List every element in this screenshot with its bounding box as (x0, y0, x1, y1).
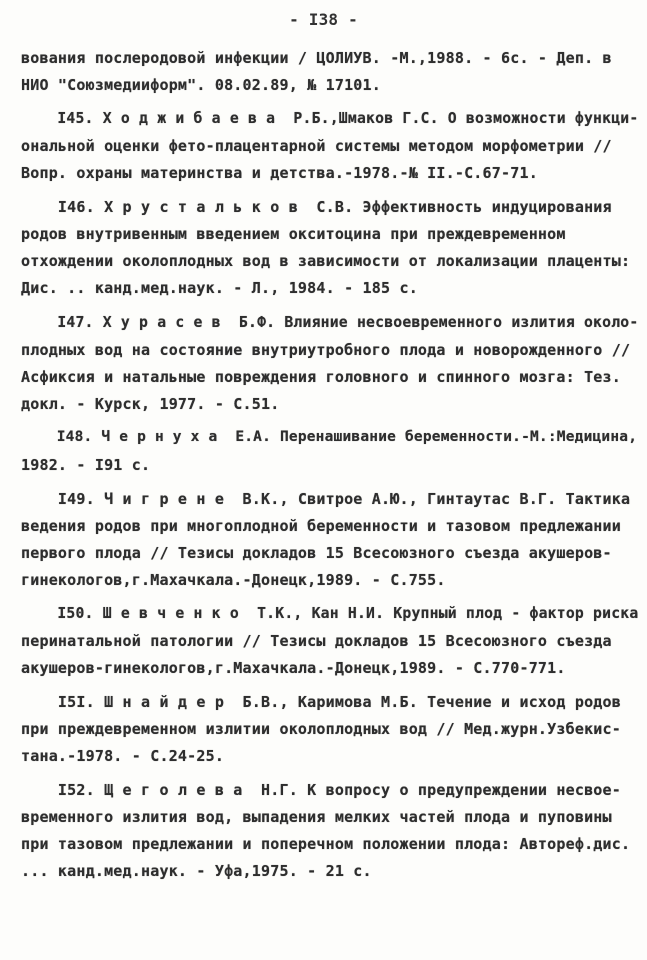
text-line: I49. Ч и г р е н е В.К., Свитрое А.Ю., Гинтаутас В.Г. Тактика (21, 490, 631, 508)
page-number: - I38 - (289, 10, 358, 29)
text-line: при преждевременном излитии околоплодных вод // Мед.журн.Узбекис- (21, 720, 621, 738)
text-line: I46. Х р у с т а л ь к о в С.В. Эффективность индуцирования (21, 198, 612, 216)
text-line: временного излития вод, выпадения мелких частей плода и пуповины (21, 808, 612, 826)
text-line: Дис. .. канд.мед.наук. - Л., 1984. - 185 с. (21, 279, 418, 297)
text-line: гинекологов,г.Махачкала.-Донецк,1989. - С.755. (21, 571, 446, 589)
text-line: докл. - Курск, 1977. - С.51. (21, 395, 280, 413)
text-line: НИО "Союзмедииформ". 08.02.89, № 17101. (21, 76, 381, 94)
text-line: I5I. Ш н а й д е р Б.В., Каримова М.Б. Течение и исход родов (21, 693, 621, 711)
text-line: Вопр. охраны материнства и детства.-1978.-№ II.-С.67-71. (21, 164, 538, 182)
text-line: Асфиксия и натальные повреждения головного и спинного мозга: Тез. (21, 368, 621, 386)
text-line: родов внутривенным введением окситоцина при преждевременном (21, 225, 566, 243)
text-line: при тазовом предлежании и поперечном положении плода: Автореф.дис. (21, 835, 631, 853)
text-line: I50. Ш е в ч е н к о Т.К., Кан Н.И. Крупный плод - фактор риска (21, 605, 639, 622)
text-line: акушеров-гинекологов,г.Махачкала.-Донецк,1989. - С.770-771. (21, 659, 566, 677)
text-line: I52. Щ е г о л е в а Н.Г. К вопросу о предупреждении несвое- (21, 781, 621, 799)
text-line: 1982. - I91 с. (21, 456, 151, 474)
text-line: перинатальной патологии // Тезисы докладов 15 Всесоюзного съезда (21, 632, 612, 650)
text-line: вования послеродовой инфекции / ЦОЛИУВ. -М.,1988. - 6с. - Деп. в (21, 49, 612, 67)
text-line: I47. Х у р а с е в Б.Ф. Влияние несвоевременного излития около- (21, 314, 639, 331)
text-line: первого плода // Тезисы докладов 15 Всесоюзного съезда акушеров- (21, 544, 612, 562)
text-line: отхождении околоплодных вод в зависимости от локализации плаценты: (21, 252, 631, 270)
text-line: ональной оценки фето-плацентарной системы методом морфометрии // (21, 137, 612, 155)
text-line: I45. Х о д ж и б а е в а Р.Б.,Шмаков Г.С. О возможности функци- (21, 110, 639, 127)
text-line: плодных вод на состояние внутриутробного плода и новорожденного // (21, 341, 631, 359)
text-line: I48. Ч е р н у х а Е.А. Перенашивание беременности.-М.:Медицина, (21, 429, 638, 445)
text-line: тана.-1978. - С.24-25. (21, 747, 225, 765)
text-line: ведения родов при многоплодной беременности и тазовом предлежании (21, 517, 621, 535)
text-line: ... канд.мед.наук. - Уфа,1975. - 21 с. (21, 862, 372, 880)
